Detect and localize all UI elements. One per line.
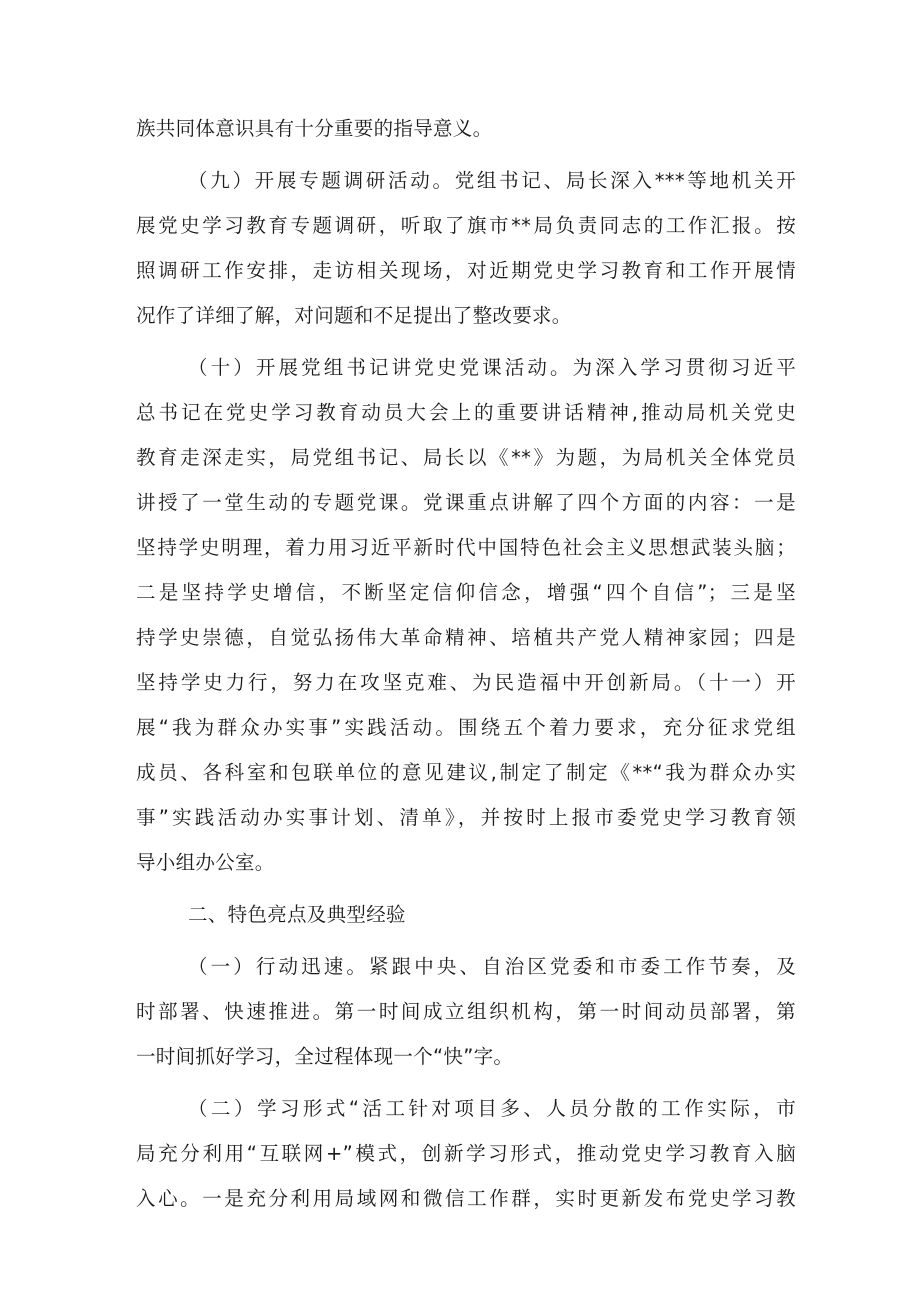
- text-line: 坚持学史明理，着力用习近平新时代中国特色社会主义思想武装头脑；: [136, 536, 796, 559]
- text-line: 况作了详细了解，对问题和不足提出了整改要求。: [136, 304, 572, 327]
- text-line: 导小组办公室。: [136, 851, 275, 874]
- section-title: 二、特色亮点及典型经验: [188, 903, 406, 926]
- document-body: [136, 106, 796, 1221]
- text-line: 讲授了一堂生动的专题党课。党课重点讲解了四个方面的内容：一是: [136, 491, 796, 514]
- text-line: 一时间抓好学习，全过程体现一个“快”字。: [136, 1045, 514, 1068]
- section-heading: [136, 892, 796, 937]
- paragraph-item-nine: [136, 158, 796, 338]
- text-line: 事”实践活动办实事计划、清单》，并按时上报市委党史学习教育领: [136, 806, 796, 829]
- text-line: 照调研工作安排，走访相关现场，对近期党史学习教育和工作开展情: [136, 259, 796, 282]
- paragraph-item-ten: [136, 345, 796, 885]
- text-line: 成员、各科室和包联单位的意见建议,制定了制定《**“我为群众办实: [136, 761, 796, 784]
- text-line: （九）开展专题调研活动。党组书记、局长深入***等地机关开: [188, 169, 796, 192]
- text-line: 展“我为群众办实事”实践活动。围绕五个着力要求，充分征求党组: [136, 716, 796, 739]
- text-line: 总书记在党史学习教育动员大会上的重要讲话精神,推动局机关党史: [136, 401, 796, 424]
- text-line: 持学史崇德，自觉弘扬伟大革命精神、培植共产党人精神家园；四是: [136, 626, 796, 649]
- text-line: 坚持学史力行，努力在攻坚克难、为民造福中开创新局。（十一）开: [136, 671, 796, 694]
- paragraph-item-two: [136, 1086, 796, 1221]
- text-line: 二是坚持学史增信，不断坚定信仰信念，增强“四个自信”；三是坚: [136, 581, 796, 604]
- text-line: （一）行动迅速。紧跟中央、自治区党委和市委工作节奏，及: [188, 955, 796, 978]
- text-line: 时部署、快速推进。第一时间成立组织机构，第一时间动员部署，第: [136, 1000, 796, 1023]
- text-line: 入心。一是充分利用局域网和微信工作群，实时更新发布党史学习教: [136, 1187, 796, 1210]
- text-line: 教育走深走实，局党组书记、局长以《**》为题，为局机关全体党员: [136, 446, 796, 469]
- text-line: 展党史学习教育专题调研，听取了旗市**局负责同志的工作汇报。按: [136, 214, 796, 237]
- paragraph-intro-end: [136, 106, 796, 151]
- text-line: 局充分利用“互联网+”模式，创新学习形式，推动党史学习教育入脑: [136, 1142, 796, 1165]
- text-line: 族共同体意识具有十分重要的指导意义。: [136, 117, 493, 140]
- paragraph-item-one: [136, 944, 796, 1079]
- text-line: （二）学习形式“活工针对项目多、人员分散的工作实际，市: [188, 1097, 796, 1120]
- text-line: （十）开展党组书记讲党史党课活动。为深入学习贯彻习近平: [188, 356, 796, 379]
